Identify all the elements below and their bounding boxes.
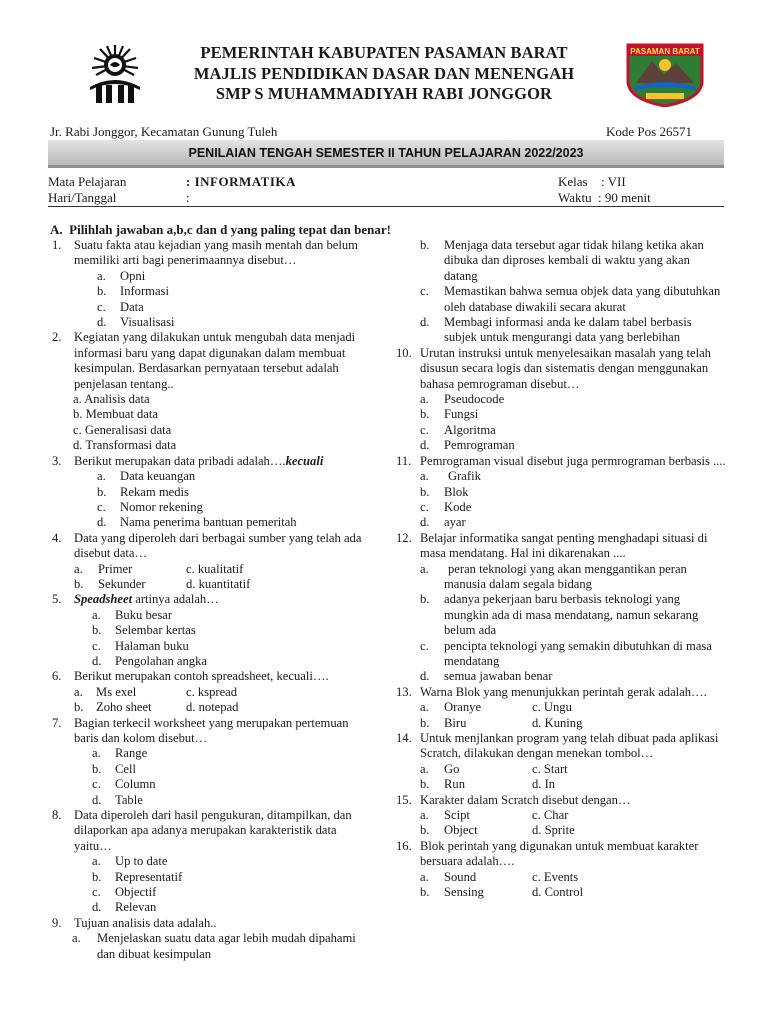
left-column — [52, 238, 370, 962]
date-value: : — [186, 190, 190, 205]
left-q3-em: kecuali — [285, 453, 324, 468]
letters-d: d. — [97, 515, 107, 530]
right-q12-t: Belajar informatika sangat penting menghadapi situasi di masa mendatang. Hal ini dikarenakan .... — [420, 530, 708, 561]
pasaman-barat-emblem — [624, 43, 706, 107]
right-q10-d: Pemrograman — [444, 438, 515, 453]
letters-c: c. — [420, 422, 429, 437]
letters-a: a. — [420, 869, 429, 884]
right-q13-c: c. Ungu — [532, 700, 572, 715]
q1-option-a — [52, 269, 370, 284]
letters-a: a. — [97, 268, 106, 283]
right-q14-a: Go — [444, 761, 460, 776]
letters-d: d. — [97, 315, 107, 330]
letters-a: a. — [420, 700, 429, 715]
text-fragment — [286, 454, 324, 468]
left-q4-c: c. kualitatif — [186, 561, 244, 576]
right-q16-t: Blok perintah yang digunakan untuk membuat karakter bersuara adalah…. — [420, 838, 699, 869]
question-15 — [396, 793, 726, 808]
letters-a: a. — [420, 392, 429, 407]
left-q7-d: Table — [115, 792, 143, 807]
right-q14-n: 14. — [396, 730, 412, 745]
left-q8-a: Up to date — [115, 854, 168, 869]
right-q11-b: Blok — [444, 484, 469, 499]
letters-d: d. — [92, 900, 102, 915]
right-q13-b: Biru — [444, 715, 467, 730]
left-q5-a: Buku besar — [115, 607, 173, 622]
right-q15-a: Scipt — [444, 807, 470, 822]
left-q6-b: Zoho sheet — [96, 700, 152, 715]
right-q10-t: Urutan instruksi untuk menyelesaikan masalah yang telah disusun secara logis dan sistematis dengan menggunakan bahasa pemrograman disebut… — [420, 345, 711, 391]
left-q6-c: c. kspread — [186, 684, 238, 699]
section-heading — [50, 222, 391, 238]
q11-option-b — [396, 485, 726, 500]
text-fragment — [659, 59, 671, 71]
header-government: PEMERINTAH KABUPATEN PASAMAN BARAT — [200, 43, 568, 62]
left-q6-d: d. notepad — [186, 700, 239, 715]
left-q4-a: Primer — [98, 561, 133, 576]
letters-d: d. — [92, 653, 102, 668]
q9-option-a — [52, 931, 370, 962]
right-q15-n: 15. — [396, 792, 412, 807]
right-q15-t: Karakter dalam Scratch disebut dengan… — [420, 792, 631, 807]
question-6 — [52, 669, 370, 684]
left-q5-c: Halaman buku — [115, 638, 189, 653]
q8-option-a — [52, 854, 370, 869]
question-5 — [52, 592, 370, 607]
question-14 — [396, 731, 726, 762]
left-q5-t: artinya adalah… — [132, 592, 219, 607]
q15-options-row2 — [396, 823, 726, 838]
right-q16-a: Sound — [444, 869, 477, 884]
left-q3-d: Nama penerima bantuan pemeritah — [120, 515, 297, 530]
header-council: MAJLIS PENDIDIKAN DASAR DAN MENENGAH — [193, 64, 575, 83]
subject-value: : INFORMATIKA — [186, 174, 296, 189]
q10-option-c — [396, 423, 726, 438]
left-q6-n: 6. — [52, 669, 62, 684]
right-q16-c: c. Events — [532, 869, 579, 884]
q3-option-d — [52, 515, 370, 530]
left-q3-t: Berikut merupakan data pribadi adalah…. — [74, 453, 286, 468]
right-q14-c: c. Start — [532, 761, 568, 776]
class-value: : VII — [601, 174, 626, 189]
left-q5-em: Speadsheet — [74, 592, 133, 607]
q11-option-c — [396, 500, 726, 515]
letters-d: d. — [420, 515, 430, 530]
left-q3-b: Rekam medis — [120, 484, 189, 499]
left-q9-n: 9. — [52, 915, 62, 930]
letters-a: a. — [92, 854, 101, 869]
date-label: Hari/Tanggal — [48, 190, 117, 205]
left-q8-t: Data diperoleh dari hasil pengukuran, ditampilkan, dan dilaporkan apa adanya merupakan karakteristik data yaitu… — [74, 807, 352, 853]
left-q8-d: Relevan — [115, 900, 157, 915]
left-q3-c: Nomor rekening — [120, 499, 203, 514]
letters-c: c. — [92, 777, 101, 792]
left-q4-d: d. kuantitatif — [186, 576, 251, 591]
right-q13-n: 13. — [396, 684, 412, 699]
question-11 — [396, 454, 726, 469]
letters-b: b. — [97, 284, 107, 299]
letters-c: c. — [97, 299, 106, 314]
question-9 — [52, 916, 370, 931]
right-q10-a: Pseudocode — [444, 392, 505, 407]
q7-option-a — [52, 746, 370, 761]
q5-option-c — [52, 639, 370, 654]
emblem-label: PASAMAN BARAT — [630, 47, 700, 56]
question-4 — [52, 531, 370, 562]
right-q13-a: Oranye — [444, 700, 482, 715]
question-1 — [52, 238, 370, 269]
q16-options-row2 — [396, 885, 726, 900]
q5-option-b — [52, 623, 370, 638]
left-q4-n: 4. — [52, 530, 62, 545]
section-instruction: Pilihlah jawaban a,b,c dan d yang paling tepat dan benar! — [69, 222, 391, 237]
question-12 — [396, 531, 726, 562]
q1-option-b — [52, 284, 370, 299]
letters-c: c. — [420, 638, 429, 653]
postal-code: Kode Pos 26571 — [606, 124, 692, 139]
right-column — [396, 238, 726, 900]
q5-option-a — [52, 608, 370, 623]
left-q2-n: 2. — [52, 330, 62, 345]
question-3 — [52, 454, 370, 469]
time-label: Waktu — [558, 190, 592, 205]
right-q12-b: adanya pekerjaan baru berbasis teknologi yang mungkin ada di masa mendatang, namun sekarang belum ada — [444, 592, 699, 638]
letters-d: d. — [92, 792, 102, 807]
right-q15-c: c. Char — [532, 807, 569, 822]
q6-options-row2 — [52, 700, 370, 715]
letters-b: b. — [74, 700, 84, 715]
right-q13-t: Warna Blok yang menunjukkan perintah gerak adalah…. — [420, 684, 707, 699]
letters-c: c. — [92, 638, 101, 653]
question-7 — [52, 716, 370, 747]
q10-option-a — [396, 392, 726, 407]
question-2 — [52, 330, 370, 392]
q10-option-d — [396, 438, 726, 453]
right-q11-n: 11. — [396, 453, 412, 468]
q7-option-d — [52, 793, 370, 808]
q4-options-row1 — [52, 562, 370, 577]
school-address: Jr. Rabi Jonggor, Kecamatan Gunung Tuleh — [50, 124, 278, 139]
right-q10-n: 10. — [396, 345, 412, 360]
question-13 — [396, 685, 726, 700]
letters-c: c. — [420, 284, 429, 299]
q7-option-b — [52, 762, 370, 777]
left-q5-n: 5. — [52, 592, 62, 607]
left-q7-a: Range — [115, 746, 148, 761]
right-q9cont-d: Membagi informasi anda ke dalam tabel berbasis subjek untuk mengurangi data yang berlebihan — [444, 315, 692, 345]
letters-b: b. — [92, 623, 102, 638]
right-q11-d: ayar — [444, 515, 466, 530]
right-q12-c: pencipta teknologi yang semakin dibutuhkan di masa mendatang — [444, 638, 712, 668]
q13-options-row2 — [396, 716, 726, 731]
q6-options-row1 — [52, 685, 370, 700]
left-q7-b: Cell — [115, 761, 136, 776]
text-fragment — [646, 93, 684, 99]
right-q11-c: Kode — [444, 499, 472, 514]
q2-option-c: c. Generalisasi data — [73, 422, 172, 437]
q2-option-a: a. Analisis data — [73, 392, 150, 407]
q12-option-b — [396, 592, 726, 638]
letters-a: a. — [420, 807, 429, 822]
letters-b: b. — [92, 869, 102, 884]
left-q1-a: Opni — [120, 268, 146, 283]
right-q10-c: Algoritma — [444, 422, 496, 437]
right-q13-d: d. Kuning — [532, 715, 583, 730]
q8-option-b — [52, 870, 370, 885]
left-q8-n: 8. — [52, 807, 62, 822]
left-q6-a: Ms exel — [96, 684, 137, 699]
letters-c: c. — [92, 885, 101, 899]
letters-b: b. — [97, 484, 107, 499]
right-q16-n: 16. — [396, 838, 412, 853]
right-q12-n: 12. — [396, 530, 412, 545]
right-q11-t: Pemrograman visual disebut juga permrograman berbasis .... — [420, 453, 726, 468]
right-q16-b: Sensing — [444, 884, 484, 899]
q12-option-a — [396, 562, 726, 593]
left-q3-a: Data keuangan — [120, 469, 196, 484]
left-q5-d: Pengolahan angka — [115, 653, 207, 668]
right-q12-d: semua jawaban benar — [444, 669, 553, 684]
letters-c: c. — [420, 499, 429, 514]
left-q4-t: Data yang diperoleh dari berbagai sumber yang telah ada disebut data… — [74, 530, 362, 561]
class-label: Kelas — [558, 174, 588, 189]
letters-b: b. — [420, 592, 430, 607]
q3-option-b — [52, 485, 370, 500]
left-q7-c: Column — [115, 777, 156, 792]
right-q16-d: d. Control — [532, 884, 584, 899]
left-q4-b: Sekunder — [98, 576, 146, 591]
q11-option-d — [396, 515, 726, 530]
letters-a: a. — [92, 607, 101, 622]
letters-a: a. — [72, 931, 81, 946]
subject-label: Mata Pelajaran — [48, 174, 127, 189]
q13-options-row1 — [396, 700, 726, 715]
letters-d: d. — [420, 315, 430, 330]
right-q12-a: peran teknologi yang akan menggantikan peran manusia dalam segala bidang — [444, 561, 687, 591]
question-10 — [396, 346, 726, 392]
letters-a: a. — [74, 561, 83, 576]
q2-option-d: d. Transformasi data — [73, 438, 177, 453]
q5-option-d — [52, 654, 370, 669]
letters-b: b. — [420, 238, 430, 252]
q8-option-c — [52, 885, 370, 900]
letters-a: a. — [420, 761, 429, 776]
q3-option-a — [52, 469, 370, 484]
letters-a: a. — [97, 469, 106, 484]
right-q14-b: Run — [444, 777, 465, 792]
q12-option-d — [396, 669, 726, 684]
left-q1-c: Data — [120, 299, 144, 314]
time-value: : 90 menit — [598, 190, 651, 205]
left-q1-b: Informasi — [120, 284, 169, 299]
question-16 — [396, 839, 726, 870]
q10-option-b — [396, 407, 726, 422]
right-q15-d: d. Sprite — [532, 823, 575, 838]
q14-options-row1 — [396, 762, 726, 777]
left-q8-b: Representatif — [115, 869, 183, 884]
letters-b: b. — [92, 761, 102, 776]
right-q9cont-c: Memastikan bahwa semua objek data yang dibutuhkan oleh database diwakili secara akurat — [444, 284, 721, 314]
left-q1-d: Visualisasi — [120, 315, 175, 330]
text-fragment — [74, 592, 132, 606]
left-q8-c: Objectif — [115, 885, 157, 899]
q12-option-c — [396, 639, 726, 670]
right-q15-b: Object — [444, 823, 478, 838]
letters-b: b. — [74, 576, 84, 591]
right-q14-t: Untuk menjlankan program yang telah dibuat pada aplikasi Scratch, dilakukan dengan menekan tombol… — [420, 730, 719, 761]
q9-option-c — [396, 284, 726, 315]
q3-option-c — [52, 500, 370, 515]
left-q5-b: Selembar kertas — [115, 623, 196, 638]
info-divider — [48, 206, 724, 207]
right-q10-b: Fungsi — [444, 407, 479, 422]
letters-b: b. — [420, 715, 430, 730]
letters-b: b. — [420, 407, 430, 422]
left-q3-n: 3. — [52, 453, 62, 468]
letters-c: c. — [97, 499, 106, 514]
q2-option-b: b. Membuat data — [73, 407, 158, 422]
left-q7-n: 7. — [52, 715, 62, 730]
q14-options-row2 — [396, 777, 726, 792]
header-school: SMP S MUHAMMADIYAH RABI JONGGOR — [215, 84, 553, 103]
q7-option-c — [52, 777, 370, 792]
right-q11-a: Grafik — [448, 469, 481, 484]
left-q9-a: Menjelaskan suatu data agar lebih mudah dipahami dan dibuat kesimpulan — [97, 931, 356, 961]
q1-option-c — [52, 300, 370, 315]
letters-d: d. — [420, 438, 430, 453]
q11-option-a — [396, 469, 726, 484]
letters-b: b. — [420, 484, 430, 499]
left-q1-t: Suatu fakta atau kejadian yang masih mentah dan belum memiliki arti bagi penerimaannya disebut… — [74, 238, 358, 268]
letters-a: a. — [92, 746, 101, 761]
right-q14-d: d. In — [532, 777, 556, 792]
q8-option-d — [52, 900, 370, 915]
right-q9cont-b: Menjaga data tersebut agar tidak hilang ketika akan dibuka dan diproses kembali di waktu yang akan datang — [444, 238, 704, 283]
q1-option-d — [52, 315, 370, 330]
q16-options-row1 — [396, 870, 726, 885]
q4-options-row2 — [52, 577, 370, 592]
letters-b: b. — [420, 884, 430, 899]
letters-a: a. — [420, 469, 429, 484]
question-8 — [52, 808, 370, 854]
left-q6-t: Berikut merupakan contoh spreadsheet, kecuali…. — [74, 669, 329, 684]
section-letter: A. — [50, 222, 63, 237]
text-fragment — [624, 43, 706, 107]
letters-d: d. — [420, 669, 430, 684]
letters-b: b. — [420, 777, 430, 792]
q9-option-b — [396, 238, 726, 284]
letters-a: a. — [74, 684, 83, 699]
left-q7-t: Bagian terkecil worksheet yang merupakan pertemuan baris dan kolom disebut… — [74, 715, 349, 745]
left-q2-t: Kegiatan yang dilakukan untuk mengubah data menjadi informasi baru yang dapat digunakan dalam membuat kesimpulan. Berdasarkan pernyataan tersebut adalah penjelasan tentang.. — [74, 330, 356, 391]
letters-a: a. — [420, 561, 429, 576]
q15-options-row1 — [396, 808, 726, 823]
exam-title-banner: PENILAIAN TENGAH SEMESTER II TAHUN PELAJARAN 2022/2023 — [48, 140, 724, 168]
letters-b: b. — [420, 823, 430, 838]
left-q1-n: 1. — [52, 238, 62, 252]
left-q9-t: Tujuan analisis data adalah.. — [74, 915, 217, 930]
q9-option-d — [396, 315, 726, 346]
